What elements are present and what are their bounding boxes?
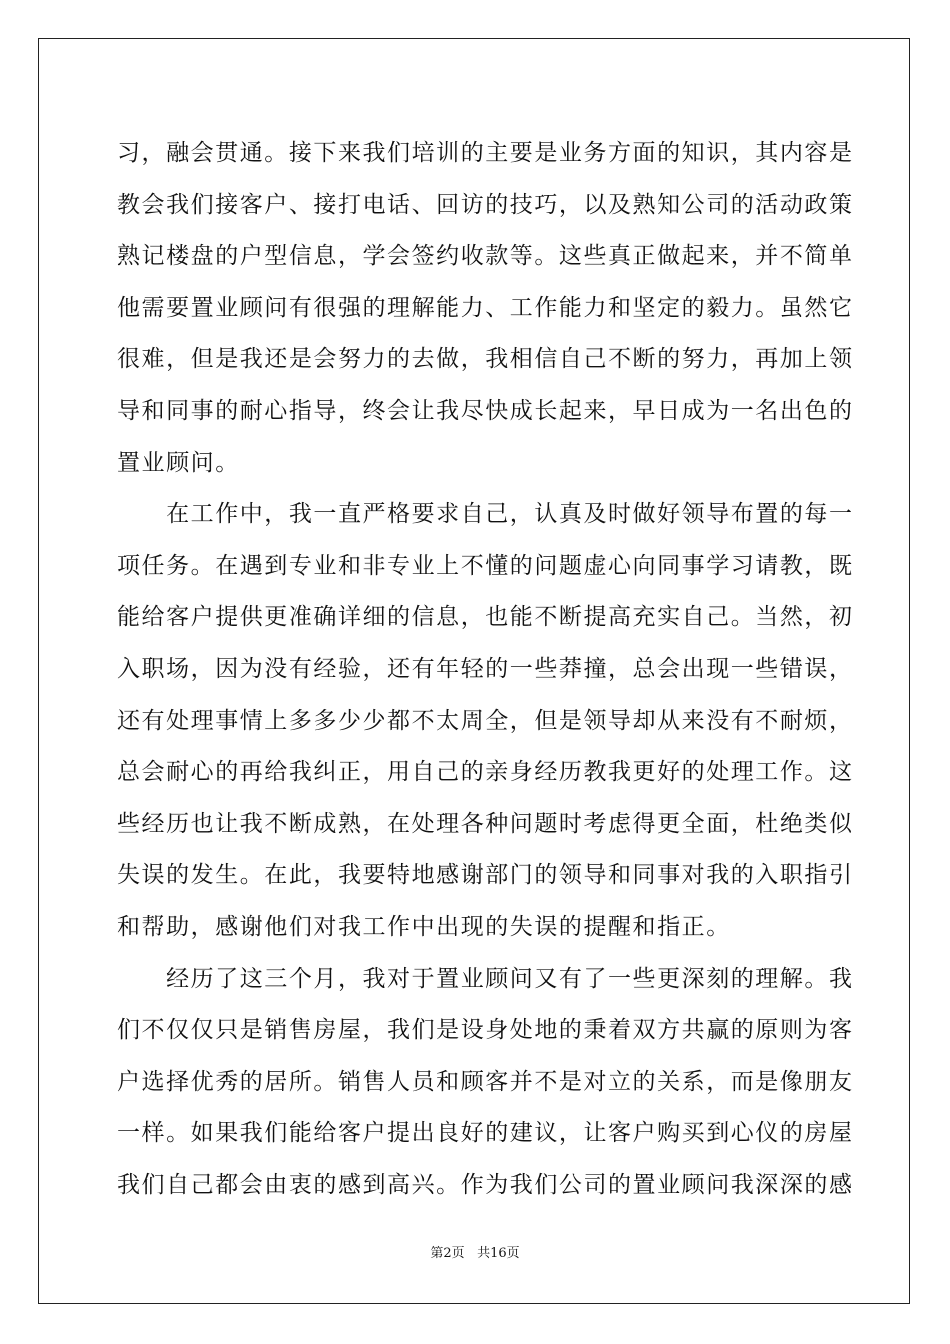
text-line: 置业顾问。 <box>117 449 240 476</box>
text-line: 他需要置业顾问有很强的理解能力、工作能力和坚定的毅力。虽然它 <box>117 294 854 321</box>
text-line: 熟记楼盘的户型信息，学会签约收款等。这些真正做起来，并不简单 <box>117 243 854 270</box>
text-line: 和帮助，感谢他们对我工作中出现的失误的提醒和指正。 <box>117 913 731 940</box>
text-line: 还有处理事情上多多少少都不太周全，但是领导却从来没有不耐烦， <box>117 707 854 734</box>
text-line: 导和同事的耐心指导，终会让我尽快成长起来，早日成为一名出色的 <box>117 397 854 424</box>
text-line: 总会耐心的再给我纠正，用自己的亲身经历教我更好的处理工作。这 <box>117 759 854 786</box>
text-line: 失误的发生。在此，我要特地感谢部门的领导和同事对我的入职指引 <box>117 862 854 889</box>
text-line: 入职场，因为没有经验，还有年轻的一些莽撞，总会出现一些错误， <box>117 655 854 682</box>
page-footer <box>0 1246 950 1262</box>
text-line: 经历了这三个月，我对于置业顾问又有了一些更深刻的理解。我 <box>117 965 854 992</box>
text-line: 在工作中，我一直严格要求自己，认真及时做好领导布置的每一 <box>117 501 854 528</box>
text-line: 一样。如果我们能给客户提出良好的建议，让客户购买到心仪的房屋 <box>117 1120 854 1147</box>
text-line: 很难，但是我还是会努力的去做，我相信自己不断的努力，再加上领 <box>117 346 854 373</box>
text-line: 项任务。在遇到专业和非专业上不懂的问题虚心向同事学习请教，既 <box>117 552 854 579</box>
page-number: 第2页 <box>430 1246 465 1261</box>
text-line: 教会我们接客户、接打电话、回访的技巧，以及熟知公司的活动政策 <box>117 191 854 218</box>
text-line: 能给客户提供更准确详细的信息，也能不断提高充实自己。当然，初 <box>117 604 854 631</box>
page-total: 共16页 <box>477 1246 520 1261</box>
document-body <box>117 128 854 1211</box>
text-line: 些经历也让我不断成熟，在处理各种问题时考虑得更全面，杜绝类似 <box>117 810 854 837</box>
text-line: 户选择优秀的居所。销售人员和顾客并不是对立的关系，而是像朋友 <box>117 1068 854 1095</box>
text-line: 我们自己都会由衷的感到高兴。作为我们公司的置业顾问我深深的感 <box>117 1171 854 1198</box>
text-line: 习，融会贯通。接下来我们培训的主要是业务方面的知识，其内容是 <box>117 140 854 166</box>
text-line: 们不仅仅只是销售房屋，我们是设身处地的秉着双方共赢的原则为客 <box>117 1017 854 1044</box>
